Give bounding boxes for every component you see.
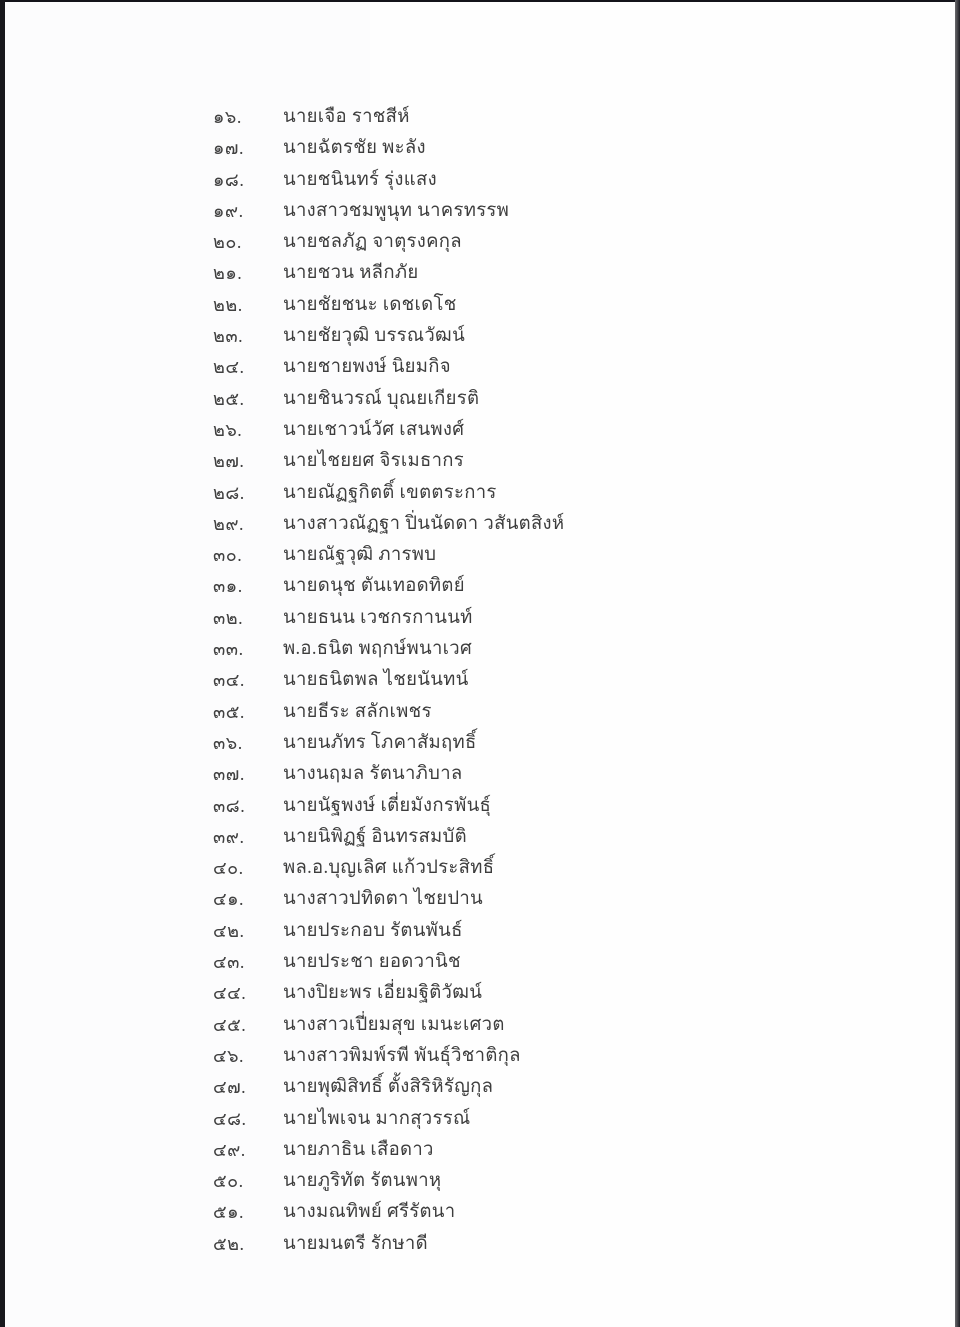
item-number: ๒๙. (213, 513, 245, 534)
item-number: ๔๕. (213, 1014, 247, 1035)
item-number: ๒๖. (213, 419, 243, 440)
list-item (0, 1195, 960, 1226)
page-edge-top (0, 0, 960, 2)
list-item (0, 225, 960, 256)
list-item (0, 1164, 960, 1195)
item-name: นายณัฏฐกิตติ์ เขตตระการ (283, 482, 497, 503)
item-number: ๒๓. (213, 326, 244, 347)
list-item (0, 256, 960, 287)
item-name: นายดนุช ตันเทอดทิตย์ (283, 576, 465, 597)
item-name: นางสาวปทิดตา ไชยปาน (283, 889, 483, 910)
list-item (0, 726, 960, 757)
item-name: นายชนินทร์ รุ่งแสง (283, 169, 437, 190)
item-number: ๒๘. (213, 482, 245, 503)
item-number: ๓๑. (213, 576, 243, 597)
item-number: ๑๘. (213, 169, 245, 190)
item-number: ๓๐. (213, 545, 243, 566)
item-name: นายชินวรณ์ บุณยเกียรติ (283, 388, 480, 409)
list-item (0, 663, 960, 694)
item-name: นายธนน เวชกรกานนท์ (283, 607, 473, 628)
item-name: นางมณทิพย์ ศรีรัตนา (283, 1202, 456, 1223)
item-number: ๒๐. (213, 232, 242, 253)
list-item (0, 476, 960, 507)
item-number: ๔๖. (213, 1045, 245, 1066)
list-item (0, 507, 960, 538)
item-number: ๑๖. (213, 107, 242, 127)
item-name: นายณัฐวุฒิ ภารพบ (283, 545, 437, 566)
item-name: นายชลภัฏ จาตุรงคกุล (283, 232, 462, 253)
item-number: ๑๙. (213, 200, 244, 221)
item-number: ๒๒. (213, 294, 243, 315)
item-number: ๓๒. (213, 607, 244, 628)
list-item (0, 382, 960, 413)
item-name: นายนัฐพงษ์ เตี่ยมังกรพันธุ์ (283, 795, 492, 816)
item-number: ๔๐. (213, 858, 244, 879)
item-name: นายฉัตรชัย พะลัง (283, 138, 426, 159)
list-item (0, 820, 960, 851)
item-number: ๔๑. (213, 889, 245, 910)
list-item (0, 288, 960, 319)
item-name: นายประกอบ รัตนพันธ์ (283, 920, 463, 941)
item-name: นายภูริทัต รัตนพาหุ (283, 1171, 442, 1192)
list-item (0, 757, 960, 788)
name-list (0, 100, 960, 1258)
item-number: ๓๓. (213, 639, 244, 660)
list-item (0, 882, 960, 913)
item-number: ๑๗. (213, 138, 244, 159)
item-name: นางนฤมล รัตนาภิบาล (283, 764, 463, 785)
item-name: นางสาวณัฏฐา ปิ่นนัดดา วสันตสิงห์ (283, 513, 565, 534)
item-name: นายมนตรี รักษาดี (283, 1233, 428, 1254)
item-name: นายเชาวน์วัศ เสนพงศ์ (283, 419, 465, 440)
list-item (0, 1227, 960, 1258)
list-item (0, 538, 960, 569)
list-item (0, 695, 960, 726)
item-number: ๒๔. (213, 357, 245, 378)
item-number: ๔๓. (213, 952, 245, 973)
item-number: ๓๕. (213, 701, 245, 722)
list-item (0, 350, 960, 381)
item-name: นางสาวชมพูนุท นาครทรรพ (283, 200, 510, 221)
item-number: ๒๑. (213, 263, 243, 284)
item-name: นายภาธิน เสือดาว (283, 1139, 434, 1160)
item-name: นางปิยะพร เอี่ยมฐิติวัฒน์ (283, 983, 483, 1004)
item-number: ๓๗. (213, 764, 245, 785)
item-name: นายชายพงษ์ นิยมกิจ (283, 357, 451, 378)
item-name: นายประชา ยอดวานิช (283, 952, 461, 973)
list-item (0, 914, 960, 945)
list-item (0, 1039, 960, 1070)
item-number: ๕๐. (213, 1171, 244, 1192)
list-item (0, 569, 960, 600)
item-number: ๕๒. (213, 1233, 245, 1254)
list-item (0, 601, 960, 632)
item-name: นายไชยยศ จิรเมธากร (283, 451, 464, 472)
list-item (0, 789, 960, 820)
item-number: ๔๙. (213, 1139, 246, 1160)
item-name: พล.อ.บุญเลิศ แก้วประสิทธิ์ (283, 858, 495, 879)
item-name: นายเจือ ราชสีห์ (283, 107, 410, 127)
list-item (0, 632, 960, 663)
item-name: นายชวน หลีกภัย (283, 263, 419, 284)
list-item (0, 851, 960, 882)
list-item (0, 945, 960, 976)
item-name: นายนิพิฏฐ์ อินทรสมบัติ (283, 826, 467, 847)
item-number: ๔๔. (213, 983, 247, 1004)
item-number: ๔๒. (213, 920, 245, 941)
item-name: พ.อ.ธนิต พฤกษ์พนาเวศ (283, 639, 473, 660)
list-item (0, 413, 960, 444)
item-name: นายชัยวุฒิ บรรณวัฒน์ (283, 326, 466, 347)
item-number: ๕๑. (213, 1202, 245, 1223)
item-number: ๓๘. (213, 795, 246, 816)
list-item (0, 976, 960, 1007)
item-number: ๓๔. (213, 670, 245, 691)
item-name: นายธนิตพล ไชยนันทน์ (283, 670, 469, 691)
item-number: ๔๗. (213, 1077, 247, 1098)
list-item (0, 1133, 960, 1164)
item-name: นายธีระ สลักเพชร (283, 701, 432, 722)
item-number: ๒๕. (213, 388, 245, 409)
item-name: นายพุฒิสิทธิ์ ตั้งสิริหิรัญกุล (283, 1077, 494, 1098)
list-item (0, 1008, 960, 1039)
item-name: นายไพเจน มากสุวรรณ์ (283, 1108, 471, 1129)
list-item (0, 444, 960, 475)
item-number: ๒๗. (213, 451, 245, 472)
item-name: นางสาวเปี่ยมสุข เมนะเศวต (283, 1014, 505, 1035)
list-item (0, 100, 960, 131)
list-item (0, 131, 960, 162)
item-name: นายนภัทร โภคาสัมฤทธิ์ (283, 732, 477, 753)
item-name: นางสาวพิมพ์รพี พันธุ์วิชาติกุล (283, 1045, 521, 1066)
item-name: นายชัยชนะ เดชเดโช (283, 294, 457, 315)
item-number: ๔๘. (213, 1108, 247, 1129)
list-item (0, 1102, 960, 1133)
list-item (0, 319, 960, 350)
item-number: ๓๖. (213, 732, 243, 753)
list-item (0, 163, 960, 194)
list-item (0, 194, 960, 225)
list-item (0, 1070, 960, 1101)
item-number: ๓๙. (213, 826, 245, 847)
